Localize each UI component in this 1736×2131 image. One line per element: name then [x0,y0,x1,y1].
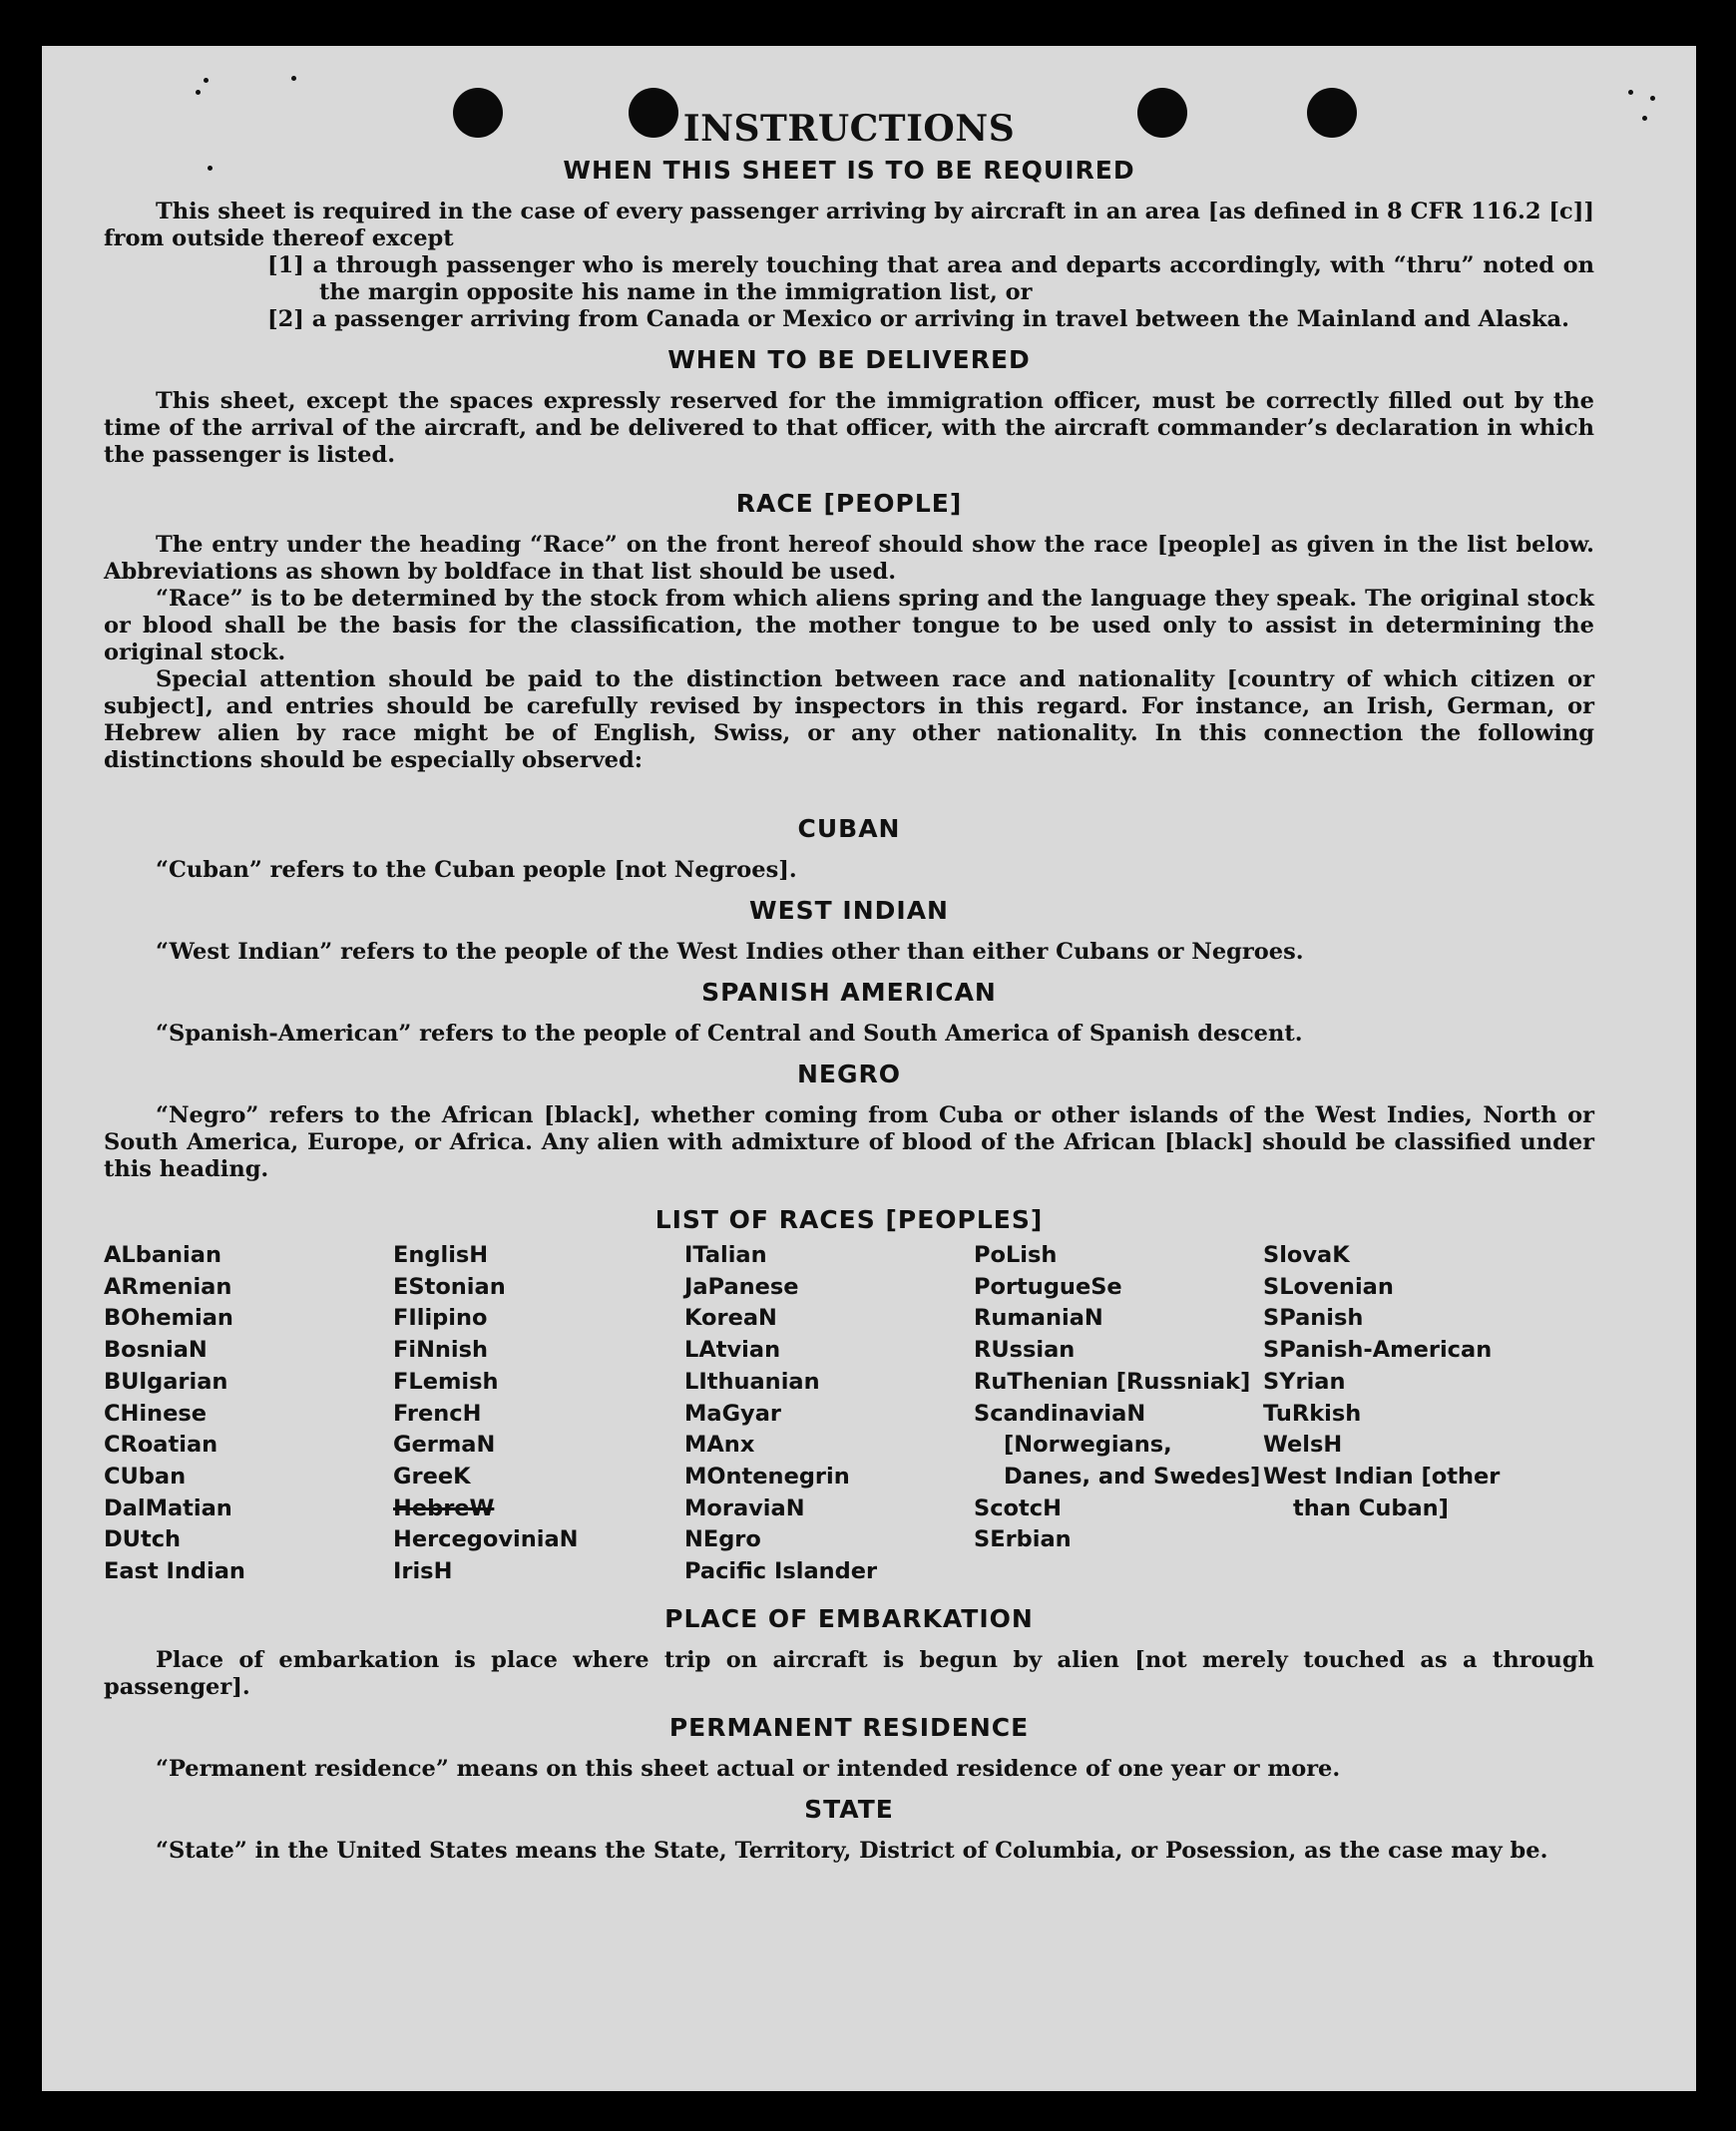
section-heading-state: STATE [804,1794,894,1824]
race-entry: EStonian [393,1273,506,1300]
required-intro: This sheet is required in the case of every passenger arriving by aircraft in an area [as defined in 8 CFR 116.2 [c]] from outside thereof except [104,199,1594,251]
section-heading-required: WHEN THIS SHEET IS TO BE REQUIRED [563,156,1135,185]
speck [1642,116,1647,121]
race-entry: CRoatian [104,1432,218,1459]
race-entry: SPanish [1263,1305,1364,1332]
race-entry: SYrian [1263,1368,1346,1395]
race-entry: LAtvian [684,1337,781,1364]
races-list [104,1240,1594,1588]
section-heading-west-indian: WEST INDIAN [749,896,949,925]
race-entry: RUssian [974,1337,1076,1364]
races-column-1 [104,1240,393,1588]
race-entry: FIlipino [393,1305,488,1332]
races-column-2 [393,1240,684,1588]
section-heading-race: RACE [PEOPLE] [735,489,963,518]
section-heading-negro: NEGRO [796,1060,902,1088]
speck [1628,90,1633,95]
race-entry: MAnx [684,1432,755,1459]
race-entry: LIthuanian [684,1368,820,1395]
race-entry: JaPanese [684,1273,799,1300]
race-paragraph-2: “Race” is to be determined by the stock from which aliens spring and the language they speak. The original stock or blood shall be the basis for the classification, the mother tongue to be used only to assist in determining the original stock. [104,586,1594,665]
race-entry: ARmenian [104,1273,232,1300]
race-entry: MaGyar [684,1400,781,1427]
spanish-american-body: “Spanish-American” refers to the people of Central and South America of Spanish descent. [156,1021,1303,1047]
race-entry: TuRkish [1263,1400,1362,1427]
race-entry: FiNnish [393,1337,489,1364]
race-paragraph-3: Special attention should be paid to the distinction between race and nationality [country of which citizen or subject], and entries should be carefully revised by inspectors in this regard. For instance, an Irish, German, or Hebrew alien by race might be of English, Swiss, or any other nationality. In this connection the following distinctions should be especially observed: [104,666,1594,773]
speck [1650,96,1655,101]
negro-body: “Negro” refers to the African [black], whether coming from Cuba or other islands of the West Indies, North or South America, Europe, or Africa. Any alien with admixture of blood of the African [black] should be classified under this heading. [104,1102,1594,1182]
required-item-2: [2] a passenger arriving from Canada or Mexico or arriving in travel between the Mainland and Alaska. [267,306,1569,332]
race-paragraph-1: The entry under the heading “Race” on the front hereof should show the race [people] as given in the list below. Abbreviations as shown by boldface in that list should be used. [104,532,1594,585]
race-entry: ITalian [684,1242,767,1268]
race-entry: GreeK [393,1463,471,1490]
race-entry: RumaniaN [974,1305,1103,1332]
delivered-body: This sheet, except the spaces expressly reserved for the immigration officer, must be correctly filled out by the time of the arrival of the aircraft, and be delivered to that officer, with the aircraft commander’s declaration in which the passenger is listed. [104,388,1594,468]
race-entry: PoLish [974,1242,1058,1268]
section-heading-embarkation: PLACE OF EMBARKATION [664,1603,1034,1633]
instructions-content [104,108,1594,1865]
section-heading-spanish-american: SPANISH AMERICAN [701,978,997,1007]
race-entry: CHinese [104,1400,207,1427]
race-entry: EnglisH [393,1242,489,1268]
west-indian-body: “West Indian” refers to the people of the West Indies other than either Cubans or Negroes. [156,939,1304,965]
race-entry: DalMatian [104,1494,232,1521]
race-entry: HebreW [393,1494,495,1521]
race-entry: WelsH [1263,1432,1343,1459]
race-entry: BosniaN [104,1337,208,1364]
race-entry: West Indian [other than Cuban] [1263,1463,1501,1521]
race-entry: KoreaN [684,1305,777,1332]
race-entry: DUtch [104,1526,182,1553]
race-entry: FLemish [393,1368,499,1395]
races-column-4 [974,1240,1263,1588]
race-entry: SLovenian [1263,1273,1394,1300]
embarkation-body: Place of embarkation is place where trip on aircraft is begun by alien [not merely touched as a through passenger]. [104,1646,1594,1700]
state-body: “State” in the United States means the State, Territory, District of Columbia, or Posession, as the case may be. [156,1837,1548,1864]
race-entry: ScandinaviaN [Norwegians, Danes, and Swedes] [974,1400,1261,1490]
required-item-1: [1] a through passenger who is merely touching that area and departs accordingly, with “thru” noted on the margin opposite his name in the immigration list, or [267,252,1594,305]
section-heading-list-of-races: LIST OF RACES [PEOPLES] [654,1205,1044,1234]
races-column-3 [684,1240,974,1588]
races-column-5 [1263,1240,1562,1588]
section-heading-delivered: WHEN TO BE DELIVERED [667,345,1031,374]
speck [204,78,209,83]
race-entry: BUlgarian [104,1368,228,1395]
race-entry: NEgro [684,1526,761,1553]
race-entry: ScotcH [974,1494,1062,1521]
race-entry: SErbian [974,1526,1072,1553]
race-entry: MOntenegrin [684,1463,850,1490]
speck [196,90,201,95]
section-heading-cuban: CUBAN [797,814,901,843]
race-entry: RuThenian [Russniak] [974,1368,1251,1395]
race-entry: PortugueSe [974,1273,1122,1300]
race-entry: FrencH [393,1400,482,1427]
page-title: INSTRUCTIONS [682,108,1016,150]
cuban-body: “Cuban” refers to the Cuban people [not Negroes]. [156,857,797,883]
section-heading-residence: PERMANENT RESIDENCE [668,1712,1030,1742]
race-entry: SlovaK [1263,1242,1350,1268]
race-entry: ALbanian [104,1242,221,1268]
race-entry: Pacific Islander [684,1558,878,1585]
race-entry: GermaN [393,1432,496,1459]
race-entry: SPanish-American [1263,1337,1493,1364]
race-entry: MoraviaN [684,1494,805,1521]
race-entry: IrisH [393,1558,453,1585]
race-entry: CUban [104,1463,187,1490]
race-entry: East Indian [104,1558,245,1585]
residence-body: “Permanent residence” means on this sheet actual or intended residence of one year or more. [156,1755,1341,1782]
speck [291,76,296,81]
race-entry: HercegoviniaN [393,1526,579,1553]
race-entry: BOhemian [104,1305,233,1332]
